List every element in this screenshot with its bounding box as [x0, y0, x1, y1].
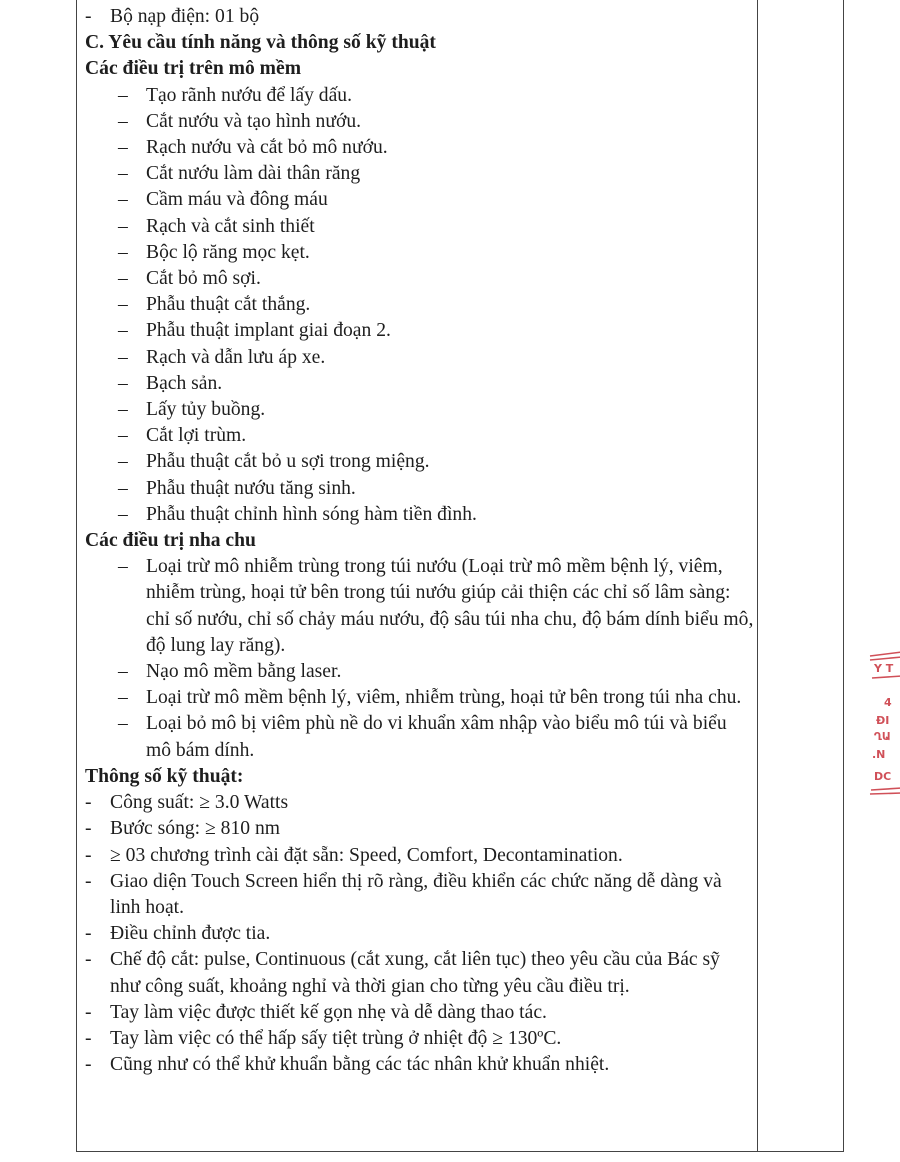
list-item: - Tay làm việc được thiết kế gọn nhẹ và dễ dàng thao tác.	[85, 1001, 547, 1023]
list-item: – Lấy tủy buồng.	[118, 399, 266, 421]
table-right-border	[843, 0, 844, 1152]
svg-text:ĐI: ĐI	[876, 714, 890, 727]
svg-text:ՂԱ: ՂԱ	[874, 730, 891, 743]
list-item: – Cắt nướu và tạo hình nướu.	[118, 110, 362, 132]
list-item: - Bước sóng: ≥ 810 nm	[85, 818, 280, 840]
specs-title: Thông số kỹ thuật:	[85, 765, 244, 787]
list-item: – Phẫu thuật chỉnh hình sóng hàm tiền đình.	[118, 503, 477, 525]
list-item: – Phẫu thuật cắt thắng.	[118, 294, 311, 316]
list-item: – Cắt nướu làm dài thân răng	[118, 163, 361, 185]
list-item: – Loại trừ mô nhiễm trùng trong túi nướu (Loại trừ mô mềm bệnh lý, viêm, nhiễm trùng, hoại tử bên trong túi nướu giúp cải thiện các chỉ số lâm sàng: chỉ số nướu, chỉ số chảy máu nướu, độ sâu túi nha chu, độ bám dính biểu mô, độ lung lay răng).	[118, 556, 754, 656]
list-item: – Bộc lộ răng mọc kẹt.	[118, 241, 310, 263]
svg-text:.N: .N	[872, 748, 886, 761]
list-item: – Cắt bỏ mô sợi.	[118, 268, 261, 290]
stamp-seal-partial	[868, 640, 900, 798]
table-left-border	[76, 0, 77, 1152]
periodontal-title: Các điều trị nha chu	[85, 530, 256, 552]
table-column-divider	[757, 0, 758, 1152]
periodontal-list	[82, 554, 754, 764]
list-item: – Rạch và dẫn lưu áp xe.	[118, 346, 326, 368]
list-item: – Rạch nướu và cắt bỏ mô nướu.	[118, 137, 388, 159]
list-item: - Chế độ cắt: pulse, Continuous (cắt xung, cắt liên tục) theo yêu cầu của Bác sỹ như công suất, khoảng nghỉ và thời gian cho từng yêu cầu điều trị.	[85, 949, 720, 997]
list-item: – Loại trừ mô mềm bệnh lý, viêm, nhiễm trùng, hoại tử bên trong túi nha chu.	[118, 687, 742, 709]
list-item: – Loại bỏ mô bị viêm phù nề do vi khuẩn xâm nhập vào biểu mô túi và biểu mô bám dính.	[118, 713, 727, 761]
list-item: - Giao diện Touch Screen hiển thị rõ ràng, điều khiển các chức năng dễ dàng và linh hoạt.	[85, 870, 722, 918]
specification-cell	[82, 4, 754, 1078]
soft-tissue-list	[82, 83, 754, 528]
list-item: – Rạch và cắt sinh thiết	[118, 215, 315, 237]
list-item: – Phẫu thuật implant giai đoạn 2.	[118, 320, 391, 342]
list-item: - ≥ 03 chương trình cài đặt sẵn: Speed, Comfort, Decontamination.	[85, 844, 623, 866]
list-item: - Công suất: ≥ 3.0 Watts	[85, 792, 289, 814]
svg-text:Y T: Y T	[874, 662, 894, 675]
table-bottom-border	[76, 1151, 844, 1152]
soft-tissue-title: Các điều trị trên mô mềm	[85, 58, 302, 80]
charger-item: - Bộ nạp điện: 01 bộ	[82, 4, 754, 30]
list-item: – Cắt lợi trùm.	[118, 425, 247, 447]
list-item: – Phẫu thuật cắt bỏ u sợi trong miệng.	[118, 451, 430, 473]
list-item: - Điều chỉnh được tia.	[85, 923, 271, 945]
list-item: – Nạo mô mềm bằng laser.	[118, 661, 342, 683]
list-item: - Cũng như có thể khử khuẩn bằng các tác nhân khử khuẩn nhiệt.	[85, 1054, 610, 1076]
list-item: – Cầm máu và đông máu	[118, 189, 328, 211]
stamp-seal-graphic	[868, 640, 900, 798]
list-item: – Phẫu thuật nướu tăng sinh.	[118, 477, 356, 499]
svg-text:4: 4	[884, 696, 892, 709]
charger-item-text: Bộ nạp điện: 01 bộ	[110, 6, 260, 27]
section-c-title: C. Yêu cầu tính năng và thông số kỹ thuật	[85, 32, 436, 54]
specs-list	[82, 790, 754, 1078]
list-item: - Tay làm việc có thể hấp sấy tiệt trùng ở nhiệt độ ≥ 130ºC.	[85, 1027, 562, 1049]
svg-text:DC: DC	[874, 770, 892, 783]
list-item: – Tạo rãnh nướu để lấy dấu.	[118, 84, 352, 106]
list-item: – Bạch sản.	[118, 372, 223, 394]
